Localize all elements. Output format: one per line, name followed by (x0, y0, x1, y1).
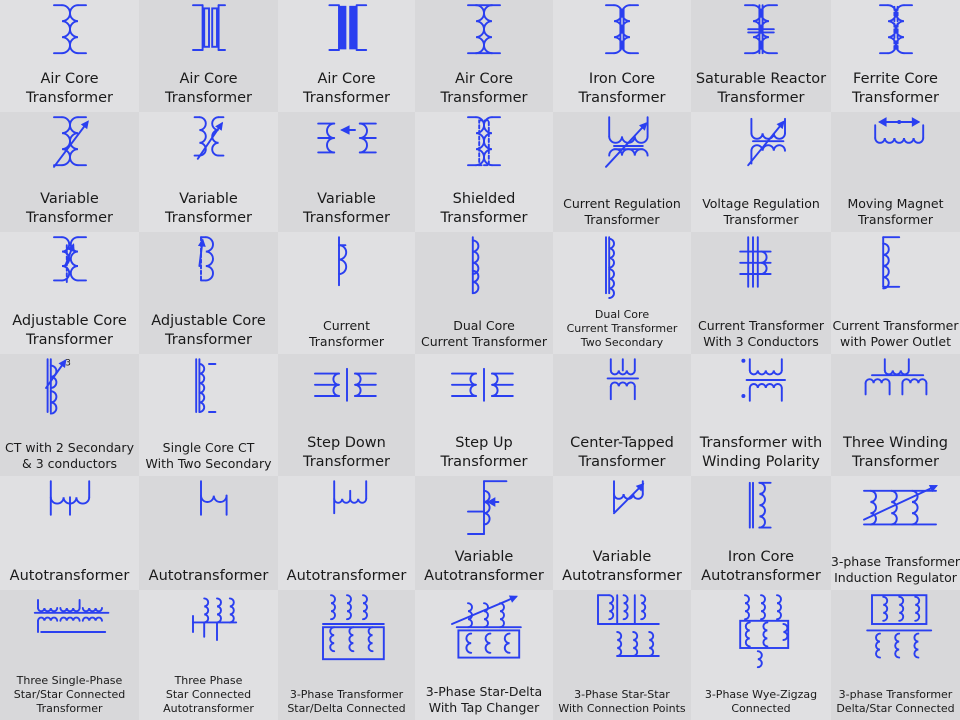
adjustable-core-transformer-2-label-line: Transformer (164, 332, 252, 348)
dual-core-ct-two-secondary-symbol-icon (572, 234, 672, 306)
center-tapped-transformer-cell (553, 354, 691, 476)
three-winding-transformer-label (831, 434, 960, 472)
dual-core-current-transformer-symbol-icon (434, 234, 534, 306)
air-core-transformer-4-symbol-icon (434, 2, 534, 74)
air-core-transformer-3-label-line: Transformer (302, 90, 390, 106)
current-transformer-power-outlet-label-line: Current Transformer (832, 318, 959, 333)
step-up-transformer-label-line: Transformer (440, 454, 528, 470)
air-core-transformer-1-label-line: Transformer (25, 90, 113, 106)
three-winding-transformer-symbol-icon (846, 356, 946, 428)
autotransformer-3-cell (278, 476, 415, 590)
current-transformer-3-conductors-label-line: Current Transformer (698, 318, 824, 333)
autotransformer-3-label (278, 567, 415, 586)
air-core-transformer-4-label (415, 70, 553, 108)
iron-core-autotransformer-symbol-icon (711, 478, 811, 550)
three-winding-transformer-cell (831, 354, 960, 476)
single-core-ct-two-secondary-label-line: With Two Secondary (145, 456, 272, 471)
autotransformer-3-label-line: Autotransformer (286, 568, 407, 584)
adjustable-core-transformer-1-symbol-icon (20, 234, 120, 306)
dual-core-current-transformer-label-line: Dual Core (453, 318, 515, 333)
three-phase-transformer-induction-regulator-symbol-icon (846, 478, 946, 550)
ferrite-core-transformer-symbol-icon (846, 2, 946, 74)
air-core-transformer-1-symbol-icon (20, 2, 120, 74)
variable-autotransformer-1-cell (415, 476, 553, 590)
step-up-transformer-symbol-icon (434, 356, 534, 428)
air-core-transformer-2-label-line: Air Core (179, 71, 238, 87)
variable-transformer-1-label (0, 190, 139, 228)
dual-core-ct-two-secondary-label-line: Dual Core (594, 308, 650, 321)
shielded-transformer-symbol-icon (434, 114, 534, 186)
three-phase-star-autotransformer-label-line: Star Connected (165, 688, 252, 701)
iron-core-autotransformer-label-line: Autotransformer (701, 568, 821, 584)
three-phase-star-delta-tap-symbol-icon (434, 592, 534, 664)
center-tapped-transformer-symbol-icon (572, 356, 672, 428)
three-phase-star-delta-tap-label-line: 3-Phase Star-Delta (425, 684, 543, 699)
saturable-reactor-transformer-cell (691, 0, 831, 112)
ct-2-secondary-3-conductors-label (0, 440, 139, 472)
adjustable-core-transformer-1-label-line: Adjustable Core (12, 313, 127, 329)
moving-magnet-transformer-cell (831, 112, 960, 232)
three-phase-delta-star-symbol-icon (846, 592, 946, 664)
adjustable-core-transformer-2-cell (139, 232, 278, 354)
iron-core-transformer-cell (553, 0, 691, 112)
variable-transformer-2-label (139, 190, 278, 228)
three-phase-star-delta-tap-cell (415, 590, 553, 720)
iron-core-autotransformer-label-line: Iron Core (727, 549, 795, 565)
three-phase-wye-zigzag-cell (691, 590, 831, 720)
three-phase-star-star-connection-points-label (553, 688, 691, 716)
current-regulation-transformer-label-line: Transformer (584, 212, 660, 227)
variable-autotransformer-1-label-line: Autotransformer (424, 568, 544, 584)
three-single-phase-star-star-cell (0, 590, 139, 720)
three-winding-transformer-label-line: Three Winding (842, 435, 948, 451)
three-phase-star-autotransformer-label-line: Autotransformer (163, 702, 254, 715)
three-phase-star-star-connection-points-symbol-icon (572, 592, 672, 664)
three-phase-star-autotransformer-label (139, 674, 278, 716)
variable-transformer-3-cell (278, 112, 415, 232)
three-phase-star-delta-symbol-icon (297, 592, 397, 664)
step-down-transformer-label-line: Transformer (302, 454, 390, 470)
three-phase-star-autotransformer-cell (139, 590, 278, 720)
variable-transformer-1-symbol-icon (20, 114, 120, 186)
ferrite-core-transformer-cell (831, 0, 960, 112)
dual-core-current-transformer-label (415, 318, 553, 350)
air-core-transformer-4-label-line: Air Core (454, 71, 514, 87)
air-core-transformer-3-label (278, 70, 415, 108)
step-down-transformer-label-line: Step Down (307, 435, 386, 451)
variable-transformer-2-symbol-icon (159, 114, 259, 186)
three-phase-star-delta-tap-label (415, 684, 553, 716)
ferrite-core-transformer-label (831, 70, 960, 108)
iron-core-autotransformer-label (691, 548, 831, 586)
air-core-transformer-2-symbol-icon (159, 2, 259, 74)
autotransformer-1-cell (0, 476, 139, 590)
autotransformer-1-label (0, 567, 139, 586)
air-core-transformer-4-label-line: Transformer (440, 90, 528, 106)
three-phase-star-delta-label-line: 3-Phase Transformer (289, 688, 404, 701)
air-core-transformer-1-cell (0, 0, 139, 112)
shielded-transformer-label-line: Shielded (452, 191, 516, 207)
adjustable-core-transformer-2-label-line: Adjustable Core (151, 313, 266, 329)
saturable-reactor-transformer-label-line: Saturable Reactor (695, 71, 827, 87)
step-up-transformer-cell (415, 354, 553, 476)
variable-autotransformer-2-symbol-icon (572, 478, 672, 550)
moving-magnet-transformer-label (831, 196, 960, 228)
variable-autotransformer-2-label (553, 548, 691, 586)
current-regulation-transformer-label-line: Current Regulation (563, 196, 681, 211)
three-phase-star-autotransformer-symbol-icon (159, 592, 259, 664)
adjustable-core-transformer-2-label (139, 312, 278, 350)
three-phase-transformer-induction-regulator-label-line: 3-phase Transformer (831, 554, 960, 569)
current-regulation-transformer-label (553, 196, 691, 228)
ct-2-secondary-3-conductors-cell (0, 354, 139, 476)
variable-autotransformer-2-cell (553, 476, 691, 590)
saturable-reactor-transformer-label (691, 70, 831, 108)
transformer-winding-polarity-label-line: Winding Polarity (702, 454, 820, 470)
three-single-phase-star-star-label-line: Transformer (36, 702, 103, 715)
variable-autotransformer-1-label (415, 548, 553, 586)
dual-core-ct-two-secondary-label-line: Two Secondary (580, 336, 664, 349)
air-core-transformer-1-label-line: Air Core (40, 71, 99, 87)
iron-core-transformer-label (553, 70, 691, 108)
three-phase-wye-zigzag-label-line: 3-Phase Wye-Zigzag (704, 688, 818, 701)
current-transformer-3-conductors-cell (691, 232, 831, 354)
current-transformer-label-line: Current (323, 318, 370, 333)
current-transformer-power-outlet-cell (831, 232, 960, 354)
voltage-regulation-transformer-label-line: Voltage Regulation (702, 196, 820, 211)
single-core-ct-two-secondary-label-line: Single Core CT (162, 440, 255, 455)
three-phase-star-delta-label-line: Star/Delta Connected (287, 702, 406, 715)
step-down-transformer-cell (278, 354, 415, 476)
current-transformer-3-conductors-label-line: With 3 Conductors (703, 334, 819, 349)
three-phase-transformer-induction-regulator-cell (831, 476, 960, 590)
autotransformer-2-cell (139, 476, 278, 590)
air-core-transformer-2-cell (139, 0, 278, 112)
shielded-transformer-cell (415, 112, 553, 232)
variable-transformer-2-cell (139, 112, 278, 232)
current-transformer-power-outlet-label (831, 318, 960, 350)
transformer-winding-polarity-label-line: Transformer with (699, 435, 823, 451)
current-transformer-label (278, 318, 415, 350)
variable-autotransformer-2-label-line: Variable (592, 549, 652, 565)
air-core-transformer-3-symbol-icon (297, 2, 397, 74)
autotransformer-2-symbol-icon (159, 478, 259, 550)
three-phase-delta-star-cell (831, 590, 960, 720)
variable-autotransformer-2-label-line: Autotransformer (562, 568, 682, 584)
air-core-transformer-1-label (0, 70, 139, 108)
variable-transformer-1-label-line: Transformer (25, 210, 113, 226)
center-tapped-transformer-label (553, 434, 691, 472)
transformer-winding-polarity-label (691, 434, 831, 472)
variable-transformer-1-label-line: Variable (40, 191, 99, 207)
dual-core-current-transformer-label-line: Current Transformer (421, 334, 547, 349)
center-tapped-transformer-label-line: Transformer (578, 454, 666, 470)
three-phase-star-delta-tap-label-line: With Tap Changer (428, 700, 540, 715)
current-regulation-transformer-symbol-icon (572, 114, 672, 186)
ct-2-secondary-3-conductors-symbol-icon (20, 356, 120, 428)
variable-transformer-3-label-line: Variable (317, 191, 376, 207)
iron-core-autotransformer-cell (691, 476, 831, 590)
variable-autotransformer-1-symbol-icon (434, 478, 534, 550)
transformer-winding-polarity-cell (691, 354, 831, 476)
three-single-phase-star-star-label-line: Three Single-Phase (16, 674, 123, 687)
step-down-transformer-label (278, 434, 415, 472)
three-phase-star-delta-cell (278, 590, 415, 720)
three-phase-delta-star-label-line: Delta/Star Connected (836, 702, 955, 715)
current-transformer-3-conductors-symbol-icon (711, 234, 811, 306)
current-transformer-label-line: Transformer (308, 334, 384, 349)
saturable-reactor-transformer-label-line: Transformer (717, 90, 805, 106)
moving-magnet-transformer-symbol-icon (846, 114, 946, 186)
current-transformer-3-conductors-label (691, 318, 831, 350)
variable-transformer-2-label-line: Transformer (164, 210, 252, 226)
three-phase-star-delta-label (278, 688, 415, 716)
adjustable-core-transformer-1-label-line: Transformer (25, 332, 113, 348)
dual-core-ct-two-secondary-cell (553, 232, 691, 354)
three-phase-wye-zigzag-symbol-icon (711, 592, 811, 664)
voltage-regulation-transformer-label (691, 196, 831, 228)
three-single-phase-star-star-label-line: Star/Star Connected (13, 688, 126, 701)
current-regulation-transformer-cell (553, 112, 691, 232)
three-winding-transformer-label-line: Transformer (851, 454, 939, 470)
moving-magnet-transformer-label-line: Moving Magnet (847, 196, 944, 211)
variable-autotransformer-1-label-line: Variable (454, 549, 514, 565)
iron-core-transformer-label-line: Iron Core (588, 71, 656, 87)
dual-core-ct-two-secondary-label-line: Current Transformer (566, 322, 678, 335)
variable-transformer-2-label-line: Variable (179, 191, 238, 207)
current-transformer-symbol-icon (297, 234, 397, 306)
dual-core-current-transformer-cell (415, 232, 553, 354)
ferrite-core-transformer-label-line: Transformer (851, 90, 939, 106)
ct-2-secondary-3-conductors-marker: 3 (64, 358, 71, 369)
shielded-transformer-label-line: Transformer (440, 210, 528, 226)
three-phase-star-star-connection-points-label-line: With Connection Points (558, 702, 686, 715)
three-phase-star-star-connection-points-label-line: 3-Phase Star-Star (574, 688, 670, 701)
variable-transformer-3-label-line: Transformer (302, 210, 390, 226)
current-transformer-power-outlet-label-line: with Power Outlet (840, 334, 951, 349)
iron-core-transformer-symbol-icon (572, 2, 672, 74)
iron-core-transformer-label-line: Transformer (578, 90, 666, 106)
variable-transformer-3-label (278, 190, 415, 228)
center-tapped-transformer-label-line: Center-Tapped (570, 435, 674, 451)
voltage-regulation-transformer-label-line: Transformer (723, 212, 799, 227)
current-transformer-cell (278, 232, 415, 354)
voltage-regulation-transformer-cell (691, 112, 831, 232)
current-transformer-power-outlet-symbol-icon (846, 234, 946, 306)
three-phase-delta-star-label-line: 3-phase Transformer (838, 688, 953, 701)
variable-transformer-1-cell (0, 112, 139, 232)
step-up-transformer-label-line: Step Up (455, 435, 513, 451)
three-phase-transformer-induction-regulator-label (831, 554, 960, 586)
moving-magnet-transformer-label-line: Transformer (857, 212, 933, 227)
variable-transformer-3-symbol-icon (297, 114, 397, 186)
three-phase-star-star-connection-points-cell (553, 590, 691, 720)
autotransformer-3-symbol-icon (297, 478, 397, 550)
air-core-transformer-3-cell (278, 0, 415, 112)
ct-2-secondary-3-conductors-label-line: CT with 2 Secondary (5, 440, 134, 455)
autotransformer-2-label-line: Autotransformer (148, 568, 269, 584)
air-core-transformer-2-label (139, 70, 278, 108)
adjustable-core-transformer-2-symbol-icon (159, 234, 259, 306)
step-up-transformer-label (415, 434, 553, 472)
dual-core-ct-two-secondary-label (553, 308, 691, 350)
air-core-transformer-2-label-line: Transformer (164, 90, 252, 106)
step-down-transformer-symbol-icon (297, 356, 397, 428)
three-phase-delta-star-label (831, 688, 960, 716)
three-phase-wye-zigzag-label (691, 688, 831, 716)
ct-2-secondary-3-conductors-label-line: & 3 conductors (21, 456, 118, 471)
three-single-phase-star-star-symbol-icon (20, 592, 120, 664)
shielded-transformer-label (415, 190, 553, 228)
air-core-transformer-4-cell (415, 0, 553, 112)
voltage-regulation-transformer-symbol-icon (711, 114, 811, 186)
single-core-ct-two-secondary-cell (139, 354, 278, 476)
single-core-ct-two-secondary-symbol-icon (159, 356, 259, 428)
ferrite-core-transformer-label-line: Ferrite Core (853, 71, 938, 87)
three-phase-wye-zigzag-label-line: Connected (731, 702, 791, 715)
transformer-winding-polarity-symbol-icon (711, 356, 811, 428)
saturable-reactor-transformer-symbol-icon (711, 2, 811, 74)
adjustable-core-transformer-1-cell (0, 232, 139, 354)
autotransformer-1-symbol-icon (20, 478, 120, 550)
autotransformer-1-label-line: Autotransformer (9, 568, 130, 584)
air-core-transformer-3-label-line: Air Core (317, 71, 376, 87)
single-core-ct-two-secondary-label (139, 440, 278, 472)
autotransformer-2-label (139, 567, 278, 586)
adjustable-core-transformer-1-label (0, 312, 139, 350)
three-single-phase-star-star-label (0, 674, 139, 716)
three-phase-transformer-induction-regulator-label-line: Induction Regulator (834, 570, 957, 585)
three-phase-star-autotransformer-label-line: Three Phase (174, 674, 243, 687)
